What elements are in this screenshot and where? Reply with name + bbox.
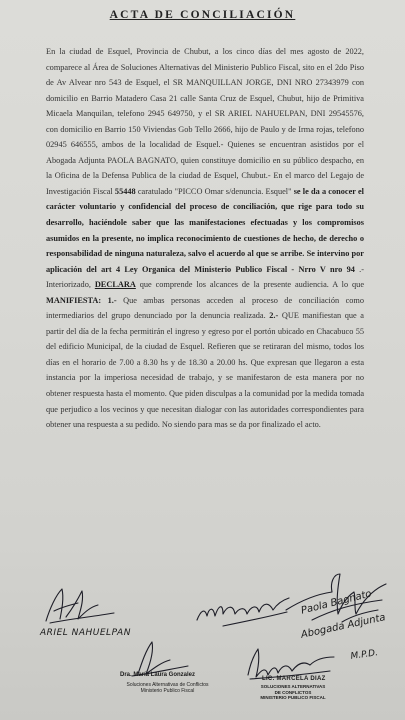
declara-label: DECLARA <box>94 280 136 290</box>
manifiesta-label: MANIFIESTA: <box>46 295 102 305</box>
stamp-right-role <box>248 684 338 701</box>
body-text-intro: En la ciudad de Esquel, Provincia de Chubut, a los cinco días del mes agosto de 2022, comparece al Área de Soluciones Alternativas del Ministerio Publico Fiscal, sito en el 2do Piso de Av Alvear nro 543 de Esquel, el SR MANQUILLAN JORGE, DNI NRO 27343979 con domicilio en Barrio Matadero Casa 21 calle Santa Cruz de Esquel, Chubut, hijo de Primitiva Micaela Manquilan, telefono 2945 649750, y el SR ARIEL NAHUELPAN, DNI 29545576, con domicilio en Barrio 150 Viviendas Gob Tello 2666, hijo de Paulo y de Irma rojas, telefono 02945 646555, ambos de la localidad de Esquel.- Quienes se encuentran asistidos por el Abogada Adjunta PAOLA BAGNATO, quien constituye domicilio en su público despacho, en la Oficina de la Defensa Publica de la ciudad de Esquel, Chubut.- En el marco del Legajo de Investigación Fiscal <box>46 47 364 196</box>
stamp-left-role-line2: Ministerio Publico Fiscal <box>140 688 195 694</box>
body-text-caption: caratulado "PICCO Omar s/denuncia. Esquel" <box>135 186 294 196</box>
signature-paola-name: Paola Bagnato <box>300 588 373 617</box>
body-paragraph <box>46 44 364 433</box>
item-1-number: 1.- <box>107 295 117 305</box>
body-text-confidentiality: se le da a conocer el carácter voluntario y confidencial del proceso de conciliación, que rige para todo su desarrollo, haciéndole saber que las manifestaciones efectuadas y los compromisos asumidos en la presente, no implica reconocimiento de cuestiones de hecho, de derecho o responsabilidad de ninguna naturaleza, salvo el acuerdo al que se arribe. Se intervino por aplicación del art 4 Ley Organica del Ministerio Publico Fiscal - Nrro V nro 94 <box>46 186 364 274</box>
stamp-right-role-line1: SOLUCIONES ALTERNATIVAS <box>260 684 326 689</box>
body-text-alcances: que comprende los alcances de la presente audiencia. A lo que <box>135 280 364 290</box>
stamp-right-role-line3: MINISTERIO PUBLICO FISCAL <box>260 695 326 700</box>
signature-ariel-name: ARIEL NAHUELPAN <box>40 628 131 638</box>
signature-ariel <box>40 583 120 628</box>
stamp-right-name: LIC. MARCELA DIAZ <box>262 676 326 682</box>
document-body <box>46 44 364 433</box>
body-text-interiorizado: .- Interiorizado, <box>46 264 364 290</box>
signature-manquillan <box>193 590 293 630</box>
legajo-number: 55448 <box>114 186 136 196</box>
stamp-right-role-line2: DE CONFLICTOS <box>274 689 312 695</box>
signature-paola-title: Abogada Adjunta <box>300 612 387 641</box>
document-title: ACTA DE CONCILIACIÓN <box>109 9 296 21</box>
body-text-item-2: QUE manifiestan que a partir del día de la fecha permitirán el ingreso y egreso por el portón ubicado en Chacabuco 55 del edificio Municipal, de la ciudad de Esquel. Refieren que se retiraran del mismo, todos los días en el horario de 7.00 a 8.30 hs y de 18.30 a 20.00 hs. Que expresan que llegaron a esta instancia por la imperiosa necesidad de trabajo, y se manifestaron de esta manera por no obtener respuesta hasta el momento. Que piden disculpas a la comunidad por la medida tomada que perjudico a los vecinos y que necesitan dialogar con las autoridades correspondientes para obtener una respuesta a su pedido. No siendo para mas se da por finalizado el acto. <box>46 311 364 430</box>
stamp-left-role <box>110 682 225 694</box>
stamp-left-role-line1: Soluciones Alternativas de Conflictos <box>126 682 209 688</box>
item-2-number: 2.- <box>269 311 279 321</box>
body-text-item-1: Que ambas personas acceden al proceso de conciliación como intermediarios del grupo denunciado por la denuncia realizada. <box>46 295 364 321</box>
signature-paola-office: M.P.D. <box>350 648 379 662</box>
stamp-left-name: Dra. María Laura Gonzalez <box>120 672 196 678</box>
